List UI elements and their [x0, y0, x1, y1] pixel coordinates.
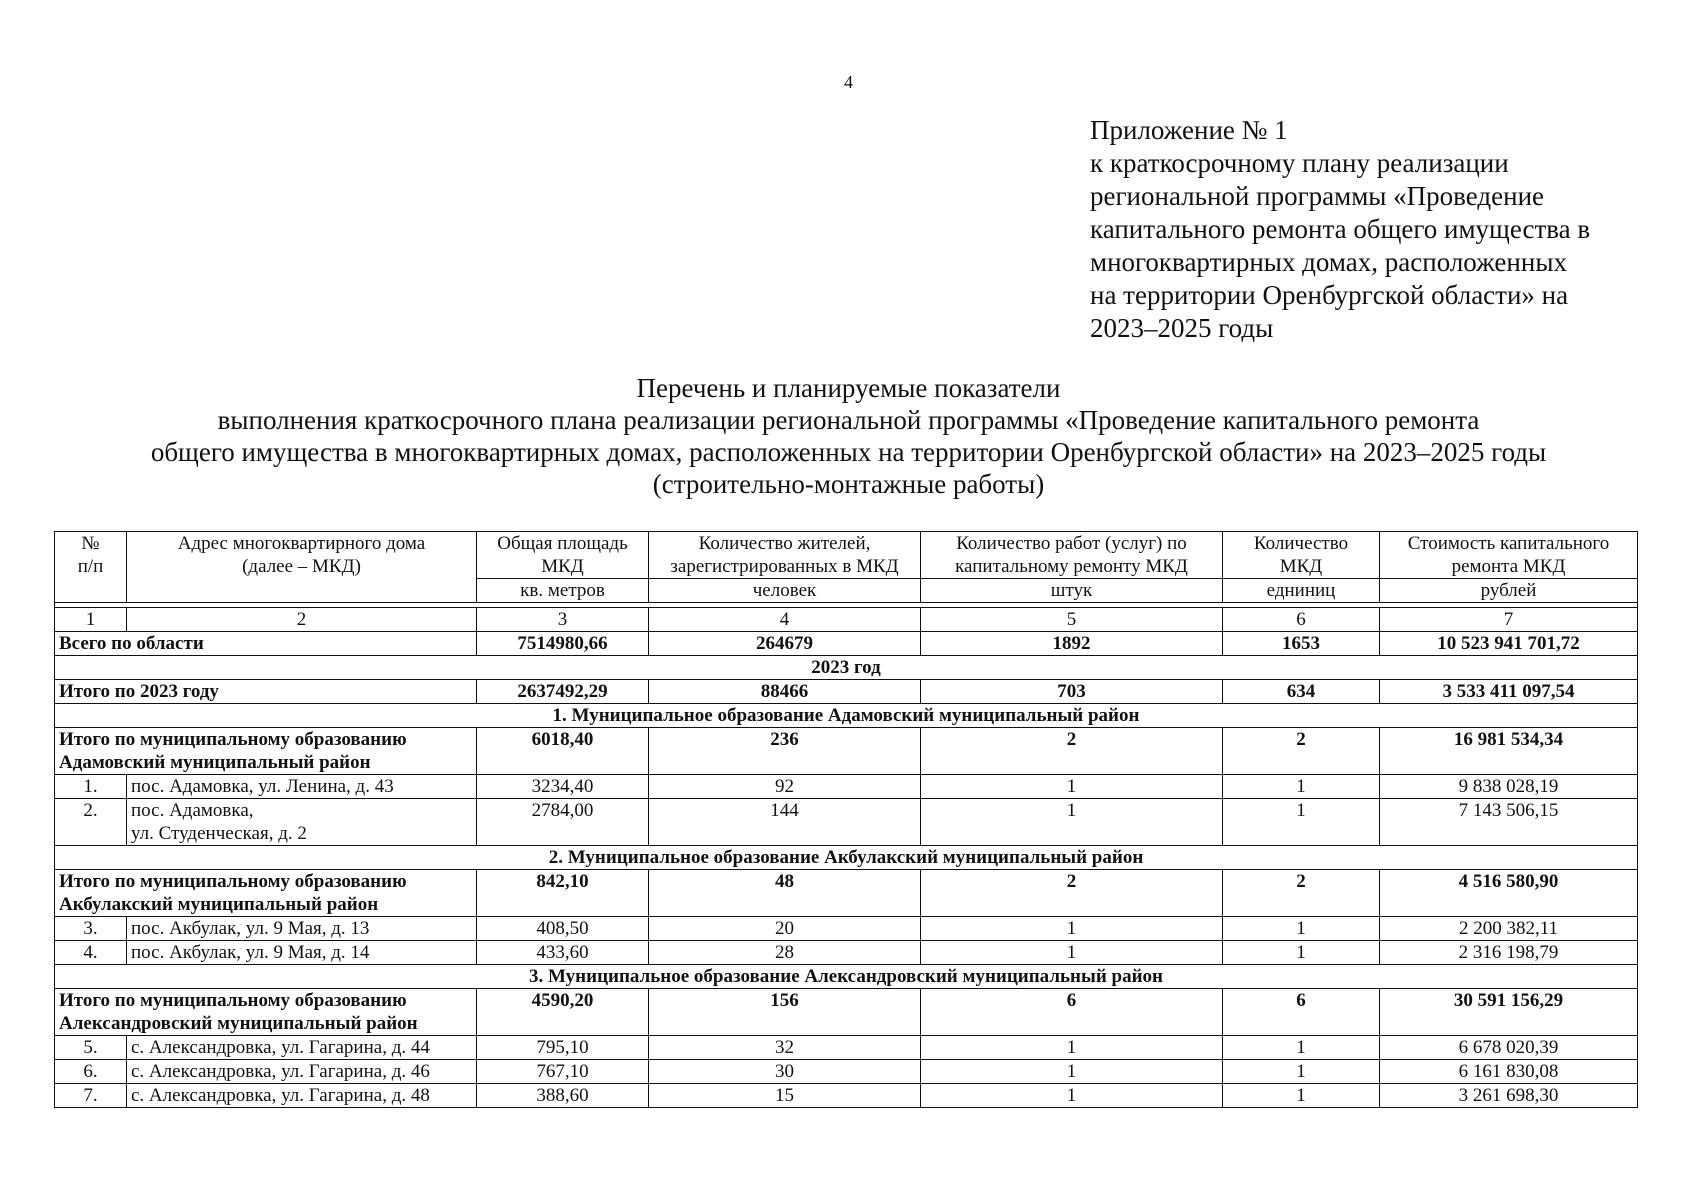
row-cost: 6 678 020,39	[1380, 1036, 1638, 1060]
header-works: Количество работ (услуг) по капитальному ремонту МКД	[921, 532, 1223, 579]
row-residents: 15	[649, 1084, 921, 1108]
row-works: 1	[921, 799, 1223, 846]
row-address: пос. Акбулак, ул. 9 Мая, д. 14	[127, 941, 477, 965]
appendix-line: Приложение № 1	[1090, 115, 1288, 145]
total-cost: 3 533 411 097,54	[1380, 680, 1638, 704]
row-residents: 144	[649, 799, 921, 846]
row-count: 1	[1223, 1036, 1380, 1060]
row-area: 795,10	[477, 1036, 649, 1060]
district-subtotal-row	[55, 989, 1638, 1036]
unit-cell: штук	[921, 579, 1223, 603]
row-count: 1	[1223, 799, 1380, 846]
district-heading: 1. Муниципальное образование Адамовский муниципальный район	[55, 704, 1638, 728]
row-count: 1	[1223, 941, 1380, 965]
row-cost: 7 143 506,15	[1380, 799, 1638, 846]
appendix-line: к краткосрочному плану реализации	[1090, 148, 1509, 178]
row-num: 6.	[55, 1060, 127, 1084]
header-num: № п/п	[55, 532, 127, 603]
subtotal-area: 4590,20	[477, 989, 649, 1036]
subtotal-works: 2	[921, 870, 1223, 917]
year-heading: 2023 год	[55, 656, 1638, 680]
subtotal-residents: 156	[649, 989, 921, 1036]
column-number: 5	[921, 608, 1223, 632]
header-address: Адрес многоквартирного дома (далее – МКД)	[127, 532, 477, 603]
row-address: пос. Акбулак, ул. 9 Мая, д. 13	[127, 917, 477, 941]
row-num: 3.	[55, 917, 127, 941]
row-works: 1	[921, 941, 1223, 965]
table-row	[55, 1036, 1638, 1060]
region-total-row	[55, 632, 1638, 656]
year-heading-row	[55, 656, 1638, 680]
header-area: Общая площадь МКД	[477, 532, 649, 579]
row-residents: 30	[649, 1060, 921, 1084]
unit-cell: едниниц	[1223, 579, 1380, 603]
row-area: 767,10	[477, 1060, 649, 1084]
subtotal-residents: 48	[649, 870, 921, 917]
district-heading-row	[55, 965, 1638, 989]
table-row	[55, 775, 1638, 799]
column-number: 2	[127, 608, 477, 632]
row-count: 1	[1223, 917, 1380, 941]
total-residents: 264679	[649, 632, 921, 656]
row-works: 1	[921, 775, 1223, 799]
unit-cell: человек	[649, 579, 921, 603]
table-row	[55, 941, 1638, 965]
row-count: 1	[1223, 1084, 1380, 1108]
total-cost: 10 523 941 701,72	[1380, 632, 1638, 656]
total-area: 2637492,29	[477, 680, 649, 704]
row-cost: 2 200 382,11	[1380, 917, 1638, 941]
row-area: 2784,00	[477, 799, 649, 846]
column-number: 6	[1223, 608, 1380, 632]
row-area: 408,50	[477, 917, 649, 941]
unit-cell: рублей	[1380, 579, 1638, 603]
row-num: 5.	[55, 1036, 127, 1060]
district-subtotal-row	[55, 870, 1638, 917]
page-number: 4	[844, 72, 853, 92]
total-works: 1892	[921, 632, 1223, 656]
subtotal-count: 2	[1223, 870, 1380, 917]
row-address: пос. Адамовка, ул. Ленина, д. 43	[127, 775, 477, 799]
row-area: 388,60	[477, 1084, 649, 1108]
subtotal-area: 6018,40	[477, 728, 649, 775]
total-label: Итого по 2023 году	[55, 680, 477, 704]
table-row	[55, 917, 1638, 941]
subtotal-label: Итого по муниципальному образованию Александровский муниципальный район	[55, 989, 477, 1036]
row-count: 1	[1223, 1060, 1380, 1084]
column-number: 3	[477, 608, 649, 632]
appendix-line: региональной программы «Проведение	[1090, 181, 1545, 211]
table-row	[55, 799, 1638, 846]
subtotal-count: 2	[1223, 728, 1380, 775]
row-works: 1	[921, 1036, 1223, 1060]
appendix-line: на территории Оренбургской области» на	[1090, 280, 1569, 310]
total-area: 7514980,66	[477, 632, 649, 656]
total-residents: 88466	[649, 680, 921, 704]
document-title	[0, 372, 1697, 500]
appendix-note	[1090, 114, 1650, 345]
row-residents: 32	[649, 1036, 921, 1060]
subtotal-area: 842,10	[477, 870, 649, 917]
subtotal-works: 6	[921, 989, 1223, 1036]
subtotal-cost: 16 981 534,34	[1380, 728, 1638, 775]
total-works: 703	[921, 680, 1223, 704]
appendix-line: капитального ремонта общего имущества в	[1090, 214, 1591, 244]
district-heading-row	[55, 846, 1638, 870]
subtotal-count: 6	[1223, 989, 1380, 1036]
district-heading: 2. Муниципальное образование Акбулакский муниципальный район	[55, 846, 1638, 870]
district-heading-row	[55, 704, 1638, 728]
subtotal-works: 2	[921, 728, 1223, 775]
table-row	[55, 1084, 1638, 1108]
total-count: 1653	[1223, 632, 1380, 656]
row-num: 1.	[55, 775, 127, 799]
district-heading: 3. Муниципальное образование Александровский муниципальный район	[55, 965, 1638, 989]
row-area: 3234,40	[477, 775, 649, 799]
column-number: 4	[649, 608, 921, 632]
row-cost: 6 161 830,08	[1380, 1060, 1638, 1084]
header-cost: Стоимость капитального ремонта МКД	[1380, 532, 1638, 579]
row-cost: 2 316 198,79	[1380, 941, 1638, 965]
row-works: 1	[921, 1084, 1223, 1108]
row-area: 433,60	[477, 941, 649, 965]
row-works: 1	[921, 917, 1223, 941]
column-number: 7	[1380, 608, 1638, 632]
subtotal-label: Итого по муниципальному образованию Акбулакский муниципальный район	[55, 870, 477, 917]
row-num: 4.	[55, 941, 127, 965]
subtotal-label: Итого по муниципальному образованию Адамовский муниципальный район	[55, 728, 477, 775]
column-number-row	[55, 608, 1638, 632]
row-cost: 3 261 698,30	[1380, 1084, 1638, 1108]
column-number: 1	[55, 608, 127, 632]
table-header-row	[55, 532, 1638, 579]
total-label: Всего по области	[55, 632, 477, 656]
year-total-row	[55, 680, 1638, 704]
row-address: с. Александровка, ул. Гагарина, д. 48	[127, 1084, 477, 1108]
title-line: Перечень и планируемые показатели	[636, 373, 1061, 403]
unit-cell: кв. метров	[477, 579, 649, 603]
district-subtotal-row	[55, 728, 1638, 775]
row-residents: 20	[649, 917, 921, 941]
title-line: (строительно-монтажные работы)	[652, 469, 1045, 499]
header-count: Количество МКД	[1223, 532, 1380, 579]
row-address: с. Александровка, ул. Гагарина, д. 44	[127, 1036, 477, 1060]
row-address: с. Александровка, ул. Гагарина, д. 46	[127, 1060, 477, 1084]
title-line: выполнения краткосрочного плана реализации региональной программы «Проведение капитального ремонта	[217, 405, 1480, 435]
table-row	[55, 1060, 1638, 1084]
subtotal-cost: 30 591 156,29	[1380, 989, 1638, 1036]
subtotal-cost: 4 516 580,90	[1380, 870, 1638, 917]
row-residents: 92	[649, 775, 921, 799]
subtotal-residents: 236	[649, 728, 921, 775]
row-num: 7.	[55, 1084, 127, 1108]
indicators-table	[54, 531, 1638, 1108]
row-count: 1	[1223, 775, 1380, 799]
title-line: общего имущества в многоквартирных домах, расположенных на территории Оренбургской области» на 2023–2025 годы	[150, 437, 1547, 467]
row-cost: 9 838 028,19	[1380, 775, 1638, 799]
appendix-line: 2023–2025 годы	[1090, 313, 1274, 343]
header-residents: Количество жителей, зарегистрированных в МКД	[649, 532, 921, 579]
total-count: 634	[1223, 680, 1380, 704]
row-num: 2.	[55, 799, 127, 846]
row-residents: 28	[649, 941, 921, 965]
row-address: пос. Адамовка, ул. Студенческая, д. 2	[127, 799, 477, 846]
appendix-line: многоквартирных домах, расположенных	[1090, 247, 1567, 277]
row-works: 1	[921, 1060, 1223, 1084]
